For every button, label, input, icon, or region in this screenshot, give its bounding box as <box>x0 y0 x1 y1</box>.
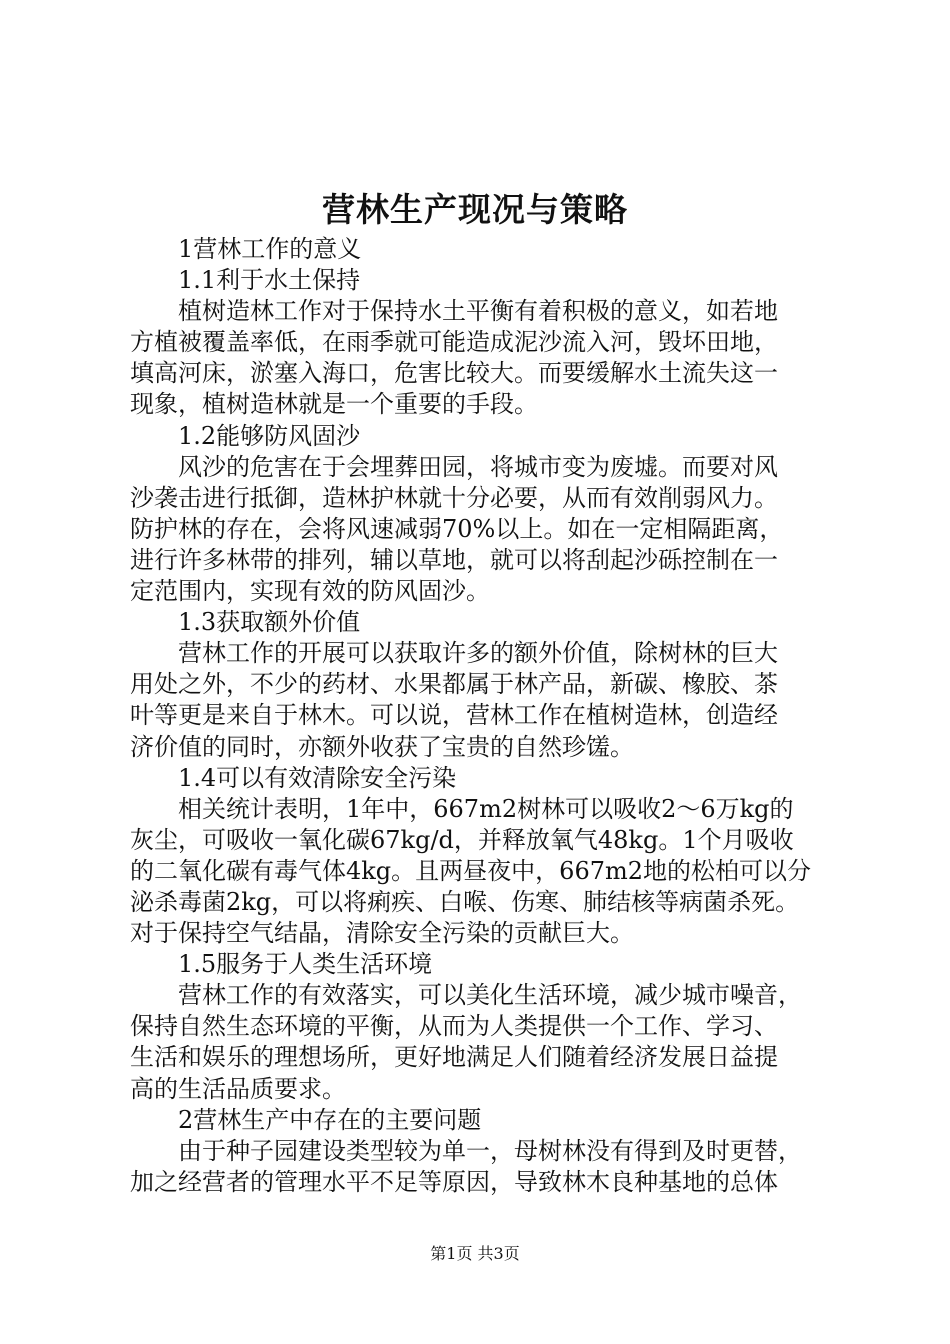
text-line: 1.3获取额外价值 <box>178 608 361 637</box>
text-line: 叶等更是来自于林木。可以说，营林工作在植树造林，创造经 <box>130 701 778 730</box>
text-line: 进行许多林带的排列，辅以草地，就可以将刮起沙砾控制在一 <box>130 545 778 574</box>
text-line: 保持自然生态环境的平衡，从而为人类提供一个工作、学习、 <box>130 1012 778 1041</box>
text-line: 对于保持空气结晶，清除安全污染的贡献巨大。 <box>130 919 634 948</box>
text-line: 沙袭击进行抵御，造林护林就十分必要，从而有效削弱风力。 <box>130 483 778 512</box>
text-line: 1.1利于水土保持 <box>178 266 361 295</box>
text-line: 2营林生产中存在的主要问题 <box>178 1105 482 1134</box>
text-line: 植树造林工作对于保持水土平衡有着积极的意义，如若地 <box>178 297 778 326</box>
text-line: 方植被覆盖率低，在雨季就可能造成泥沙流入河，毁坏田地， <box>130 328 778 357</box>
text-line: 高的生活品质要求。 <box>130 1074 346 1103</box>
document-title: 营林生产现况与策略 <box>322 190 628 229</box>
text-line: 加之经营者的管理水平不足等原因，导致林木良种基地的总体 <box>130 1167 778 1196</box>
text-line: 的二氧化碳有毒气体4kg。且两昼夜中，667m2地的松柏可以分 <box>130 856 812 885</box>
text-line: 填高河床，淤塞入海口，危害比较大。而要缓解水土流失这一 <box>130 359 778 388</box>
text-line: 1.4可以有效清除安全污染 <box>178 763 457 792</box>
text-line: 济价值的同时，亦额外收获了宝贵的自然珍馐。 <box>130 732 634 761</box>
text-line: 定范围内，实现有效的防风固沙。 <box>130 577 490 606</box>
text-line: 灰尘，可吸收一氧化碳67kg/d，并释放氧气48kg。1个月吸收 <box>130 825 794 854</box>
text-line: 营林工作的开展可以获取许多的额外价值，除树林的巨大 <box>178 639 778 668</box>
text-line: 防护林的存在，会将风速减弱70%以上。如在一定相隔距离， <box>130 514 784 543</box>
text-line: 1.2能够防风固沙 <box>178 421 361 450</box>
text-line: 1营林工作的意义 <box>178 235 362 263</box>
text-line: 相关统计表明，1年中，667m2树林可以吸收2～6万kg的 <box>178 794 794 823</box>
text-line: 由于种子园建设类型较为单一，母树林没有得到及时更替， <box>178 1136 802 1165</box>
text-line: 风沙的危害在于会埋葬田园，将城市变为废墟。而要对风 <box>178 452 778 481</box>
text-line: 现象，植树造林就是一个重要的手段。 <box>130 390 538 419</box>
text-line: 营林工作的有效落实，可以美化生活环境，减少城市噪音， <box>178 981 802 1010</box>
page-footer: 第1页 共3页 <box>430 1244 520 1263</box>
text-line: 泌杀毒菌2kg，可以将痢疾、白喉、伤寒、肺结核等病菌杀死。 <box>130 887 800 916</box>
document-body <box>130 234 830 1198</box>
text-line: 用处之外，不少的药材、水果都属于林产品，新碳、橡胶、茶 <box>130 670 778 699</box>
text-line: 生活和娱乐的理想场所，更好地满足人们随着经济发展日益提 <box>130 1043 778 1072</box>
text-line: 1.5服务于人类生活环境 <box>178 950 433 979</box>
